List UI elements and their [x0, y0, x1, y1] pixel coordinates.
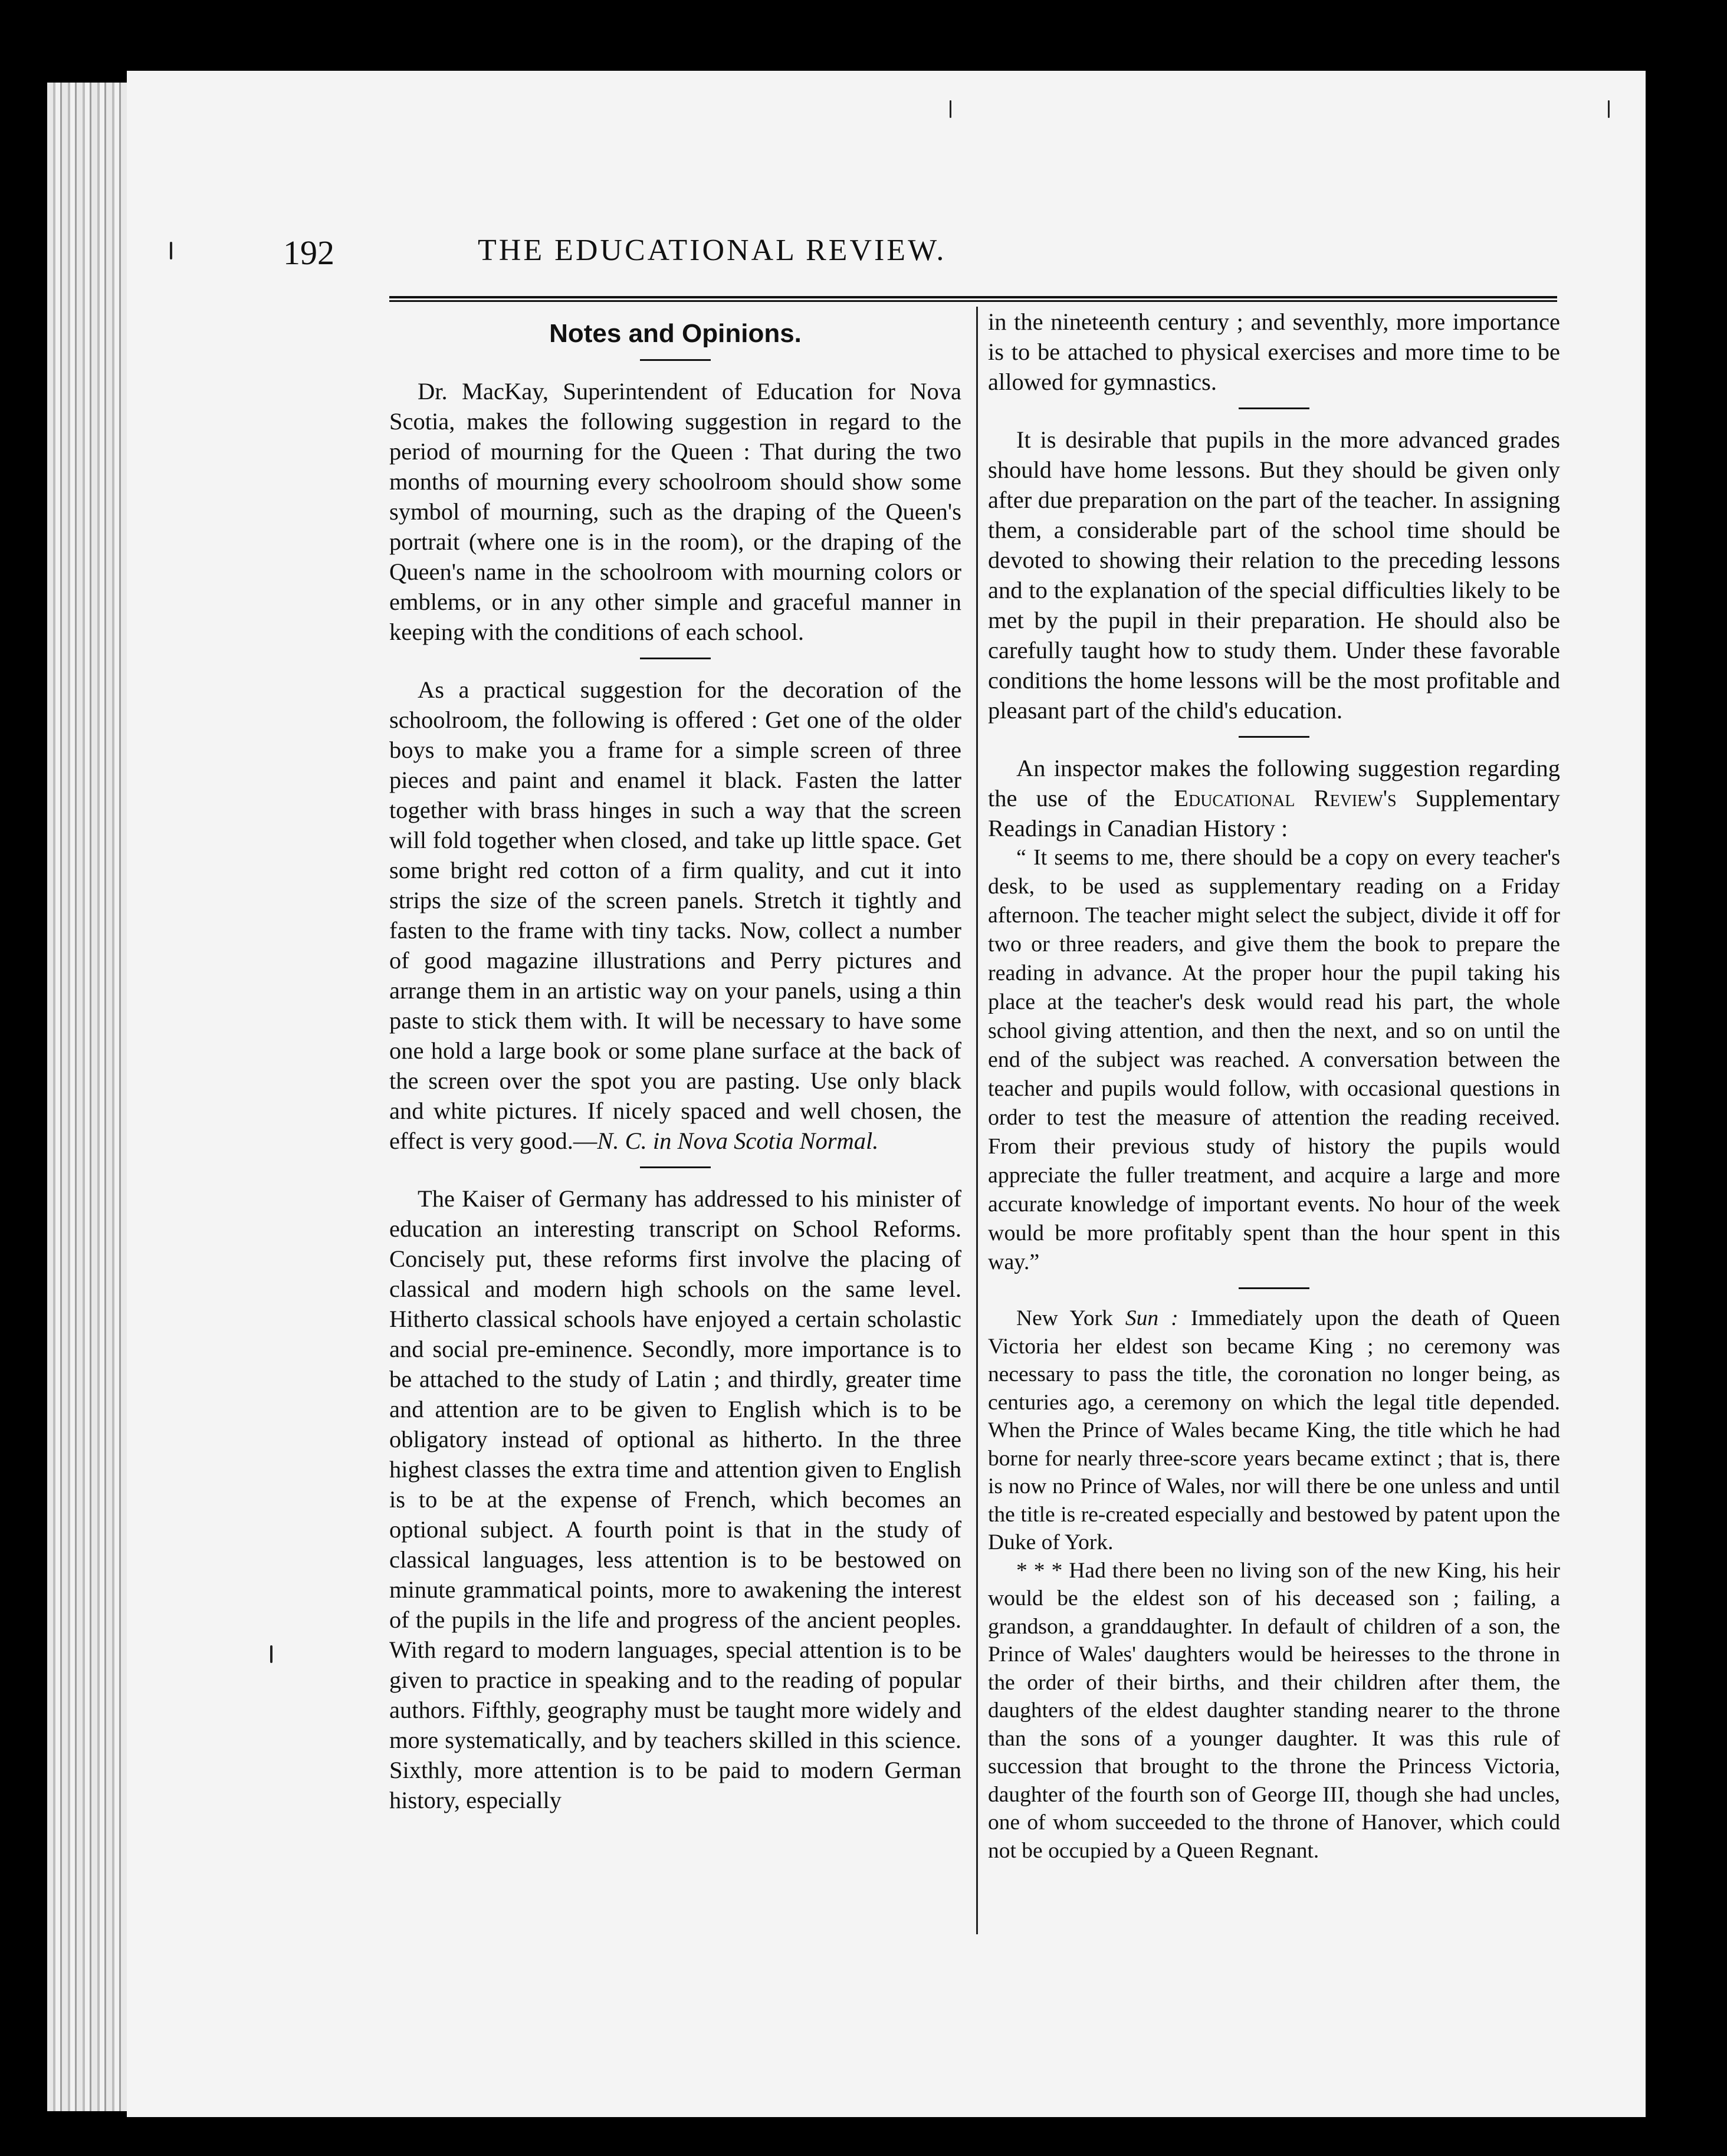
- scan-mark: [950, 100, 951, 118]
- scan-mark: [170, 242, 172, 259]
- separator-rule: [640, 1166, 711, 1168]
- inspector-text-b: Supplementary Readings in Canadian History :: [988, 785, 1560, 842]
- signature: N. C. in Nova Scotia Normal.: [597, 1128, 879, 1154]
- inspector-text-a: An inspector makes the following suggestion regarding the use of the: [988, 755, 1560, 811]
- scan-mark: [1608, 100, 1610, 118]
- screen-decoration-paragraph: [389, 675, 961, 1156]
- scan-mark: [270, 1645, 272, 1663]
- book-spine-edge: [47, 83, 130, 2111]
- kaiser-paragraph: The Kaiser of Germany has addressed to his minister of education an interesting transcript on School Reforms. Concisely put, these reforms first involve the placing of classical and modern high schools on the same level. Hitherto classical schools have enjoyed a certain scholastic and social pre-eminence. Secondly, more importance is to be attached to the study of Latin ; and thirdly, greater time and attention are to be given to English which is to be obligatory instead of optional as hitherto. In the three highest classes the extra time and attention given to English is to be at the expense of French, which becomes an optional subject. A fourth point is that in the study of classical languages, less attention is to be bestowed on minute grammatical points, more to awakening the interest of the pupils in the life and progress of the ancient peoples. With regard to modern languages, special attention is to be given to practice in speaking and to the reading of popular authors. Fifthly, geography must be taught more widely and more systematically, and by teachers skilled in this science. Sixthly, more attention is to be paid to modern German history, especially: [389, 1185, 961, 1813]
- page-number: 192: [283, 234, 334, 272]
- screen-decoration-text: As a practical suggestion for the decoration of the schoolroom, the following is offered : Get one of the older boys to make you a frame for a simple screen of three pieces and paint and enamel it black. Fasten the latter together with brass hinges in such a way that the screen will fold together when closed, and take up little space. Get some bright red cotton of a firm quality, and cut it into strips the size of the screen panels. Stretch it tightly and fasten to the frame with tiny tacks. Now, collect a number of good magazine illustrations and Perry pictures and arrange them in an artistic way on your panels, using a thin paste to stick them with. It will be necessary to have some one hold a large book or some plane surface at the back of the screen over the spot you are pasting. Use only black and white pictures. If nicely spaced and well chosen, the effect is very good.—: [389, 676, 961, 1154]
- sun-text: Immediately upon the death of Queen Victoria her eldest son became King ; no ceremony was necessary to pass the title, the coronation no longer being, as centuries ago, a ceremony on which the legal title depended. When the Prince of Wales became King, the title which he had borne for nearly three-score years became extinct ; that is, there is now no Prince of Wales, nor will there be one unless and until the title is re-created especially and bestowed by patent upon the Duke of York.: [988, 1306, 1560, 1554]
- header-double-rule: [389, 296, 1557, 302]
- column-divider: [976, 307, 978, 1934]
- section-title: Notes and Opinions.: [549, 319, 802, 348]
- right-column: [988, 307, 1560, 1865]
- home-lessons-paragraph: It is desirable that pupils in the more advanced grades should have home lessons. But they should be given only after due preparation on the part of the teacher. In assigning them, a considerable part of the school time should be devoted to showing their relation to the preceding lessons and to the explanation of the special difficulties likely to be met by the pupil in their preparation. He should also be carefully taught how to study them. Under these favorable conditions the home lessons will be the most profitable and pleasant part of the child's education.: [988, 426, 1560, 724]
- inspector-paragraph: [988, 753, 1560, 843]
- title-rule: [640, 359, 711, 361]
- running-head: [283, 233, 1203, 280]
- left-column: [389, 307, 961, 1815]
- separator-rule: [1239, 407, 1309, 409]
- journal-reference: Educational Review's: [1174, 785, 1397, 811]
- separator-rule: [640, 658, 711, 659]
- source-name: Sun :: [1125, 1306, 1178, 1330]
- inspector-quote: “ It seems to me, there should be a copy on every teacher's desk, to be used as supplementary reading on a Friday afternoon. The teacher might select the subject, divide it off for two or three readers, and give them the book to prepare the reading in advance. At the proper hour the pupil taking his place at the teacher's desk would read his part, the whole school giving attention, and then the next, and so on until the end of the subject was reached. A conversation between the teacher and pupils would follow, with occasional questions in order to test the measure of attention the reading received. From their previous study of history the pupils would appreciate the fuller treatment, and acquire a large and more accurate knowledge of important events. No hour of the week would be more profitably spent than the hour spent in this way.”: [988, 845, 1560, 1274]
- kaiser-continuation: in the nineteenth century ; and seventhly, more importance is to be attached to physical exercises and more time to be allowed for gymnastics.: [988, 308, 1560, 395]
- separator-rule: [1239, 1287, 1309, 1289]
- new-york-sun-paragraph: [988, 1304, 1560, 1557]
- succession-paragraph: * * * Had there been no living son of the new King, his heir would be the eldest son of his deceased son ; failing, a grandson, a granddaughter. In default of children of a son, the Prince of Wales' daughters would be heiresses to the throne in the order of their births, and their children after them, the daughters of the eldest daughter standing nearer to the throne than the sons of a younger daughter. It was this rule of succession that brought to the throne the Princess Victoria, daughter of the fourth son of George III, though she had uncles, one of whom succeeded to the throne of Hanover, which could not be occupied by a Queen Regnant.: [988, 1558, 1560, 1863]
- separator-rule: [1239, 736, 1309, 738]
- mackay-paragraph: Dr. MacKay, Superintendent of Education for Nova Scotia, makes the following suggestion in regard to the period of mourning for the Queen : That during the two months of mourning every schoolroom should show some symbol of mourning, such as the draping of the Queen's portrait (where one is in the room), or the draping of the Queen's name in the schoolroom with mourning colors or emblems, or in any other simple and graceful manner in keeping with the conditions of each school.: [389, 378, 961, 645]
- source-prefix: New York: [1016, 1306, 1125, 1330]
- journal-title: THE EDUCATIONAL REVIEW.: [478, 234, 947, 267]
